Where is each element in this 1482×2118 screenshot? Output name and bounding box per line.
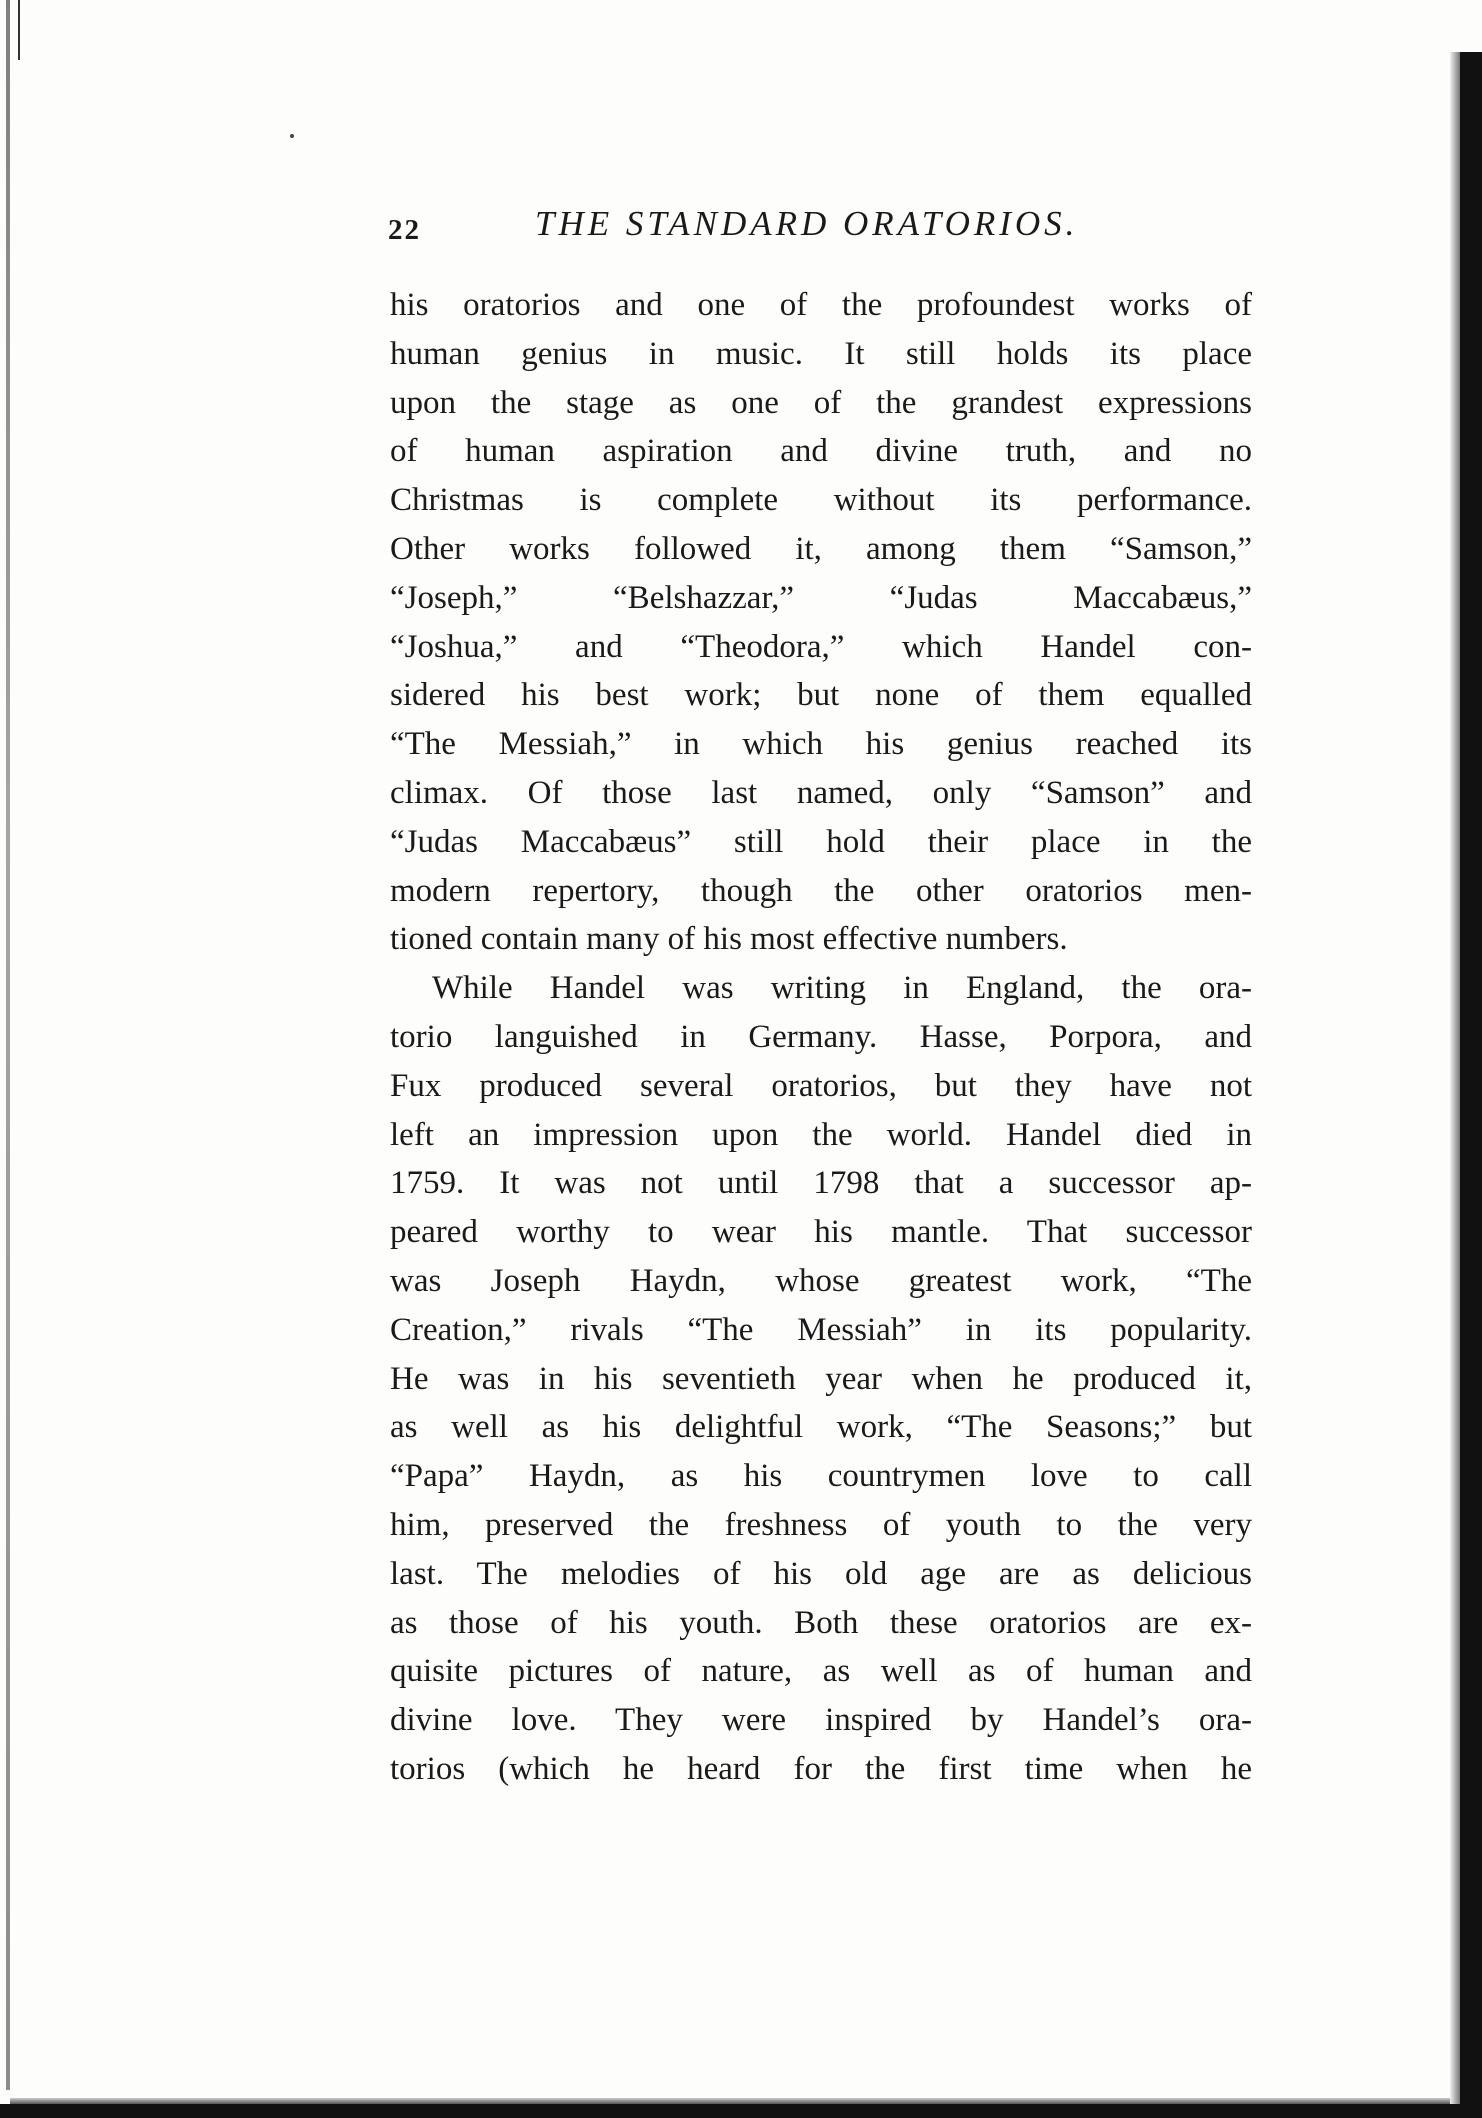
text-line: last. The melodies of his old age are as delicious [390,1555,1252,1592]
text-line: of human aspiration and divine truth, and no [390,433,1252,470]
page-number: 22 [388,214,421,246]
text-line: Other works followed it, among them “Samson,” [390,530,1252,567]
page-edge-left [6,0,10,2090]
text-line: tioned contain many of his most effective numbers. [390,921,1068,958]
text-line: his oratorios and one of the profoundest works of [390,287,1252,323]
page-edge-right [1460,52,1482,2118]
text-line: Fux produced several oratorios, but they have not [390,1067,1252,1104]
text-line: Christmas is complete without its performance. [390,482,1252,519]
text-line: upon the stage as one of the grandest expressions [390,384,1252,421]
text-line: as those of his youth. Both these oratorios are ex- [390,1604,1252,1641]
text-line: Creation,” rivals “The Messiah” in its popularity. [390,1311,1252,1348]
text-line: torio languished in Germany. Hasse, Porpora, and [390,1018,1252,1055]
text-line: sidered his best work; but none of them equalled [390,677,1252,714]
page-edge-bottom [0,2104,1482,2118]
text-line: as well as his delightful work, “The Seasons;” but [390,1409,1252,1446]
text-line: “Papa” Haydn, as his countrymen love to call [390,1458,1252,1495]
text-line: left an impression upon the world. Handel died in [390,1116,1252,1153]
paragraph-1 [390,281,1252,964]
text-line: peared worthy to wear his mantle. That successor [390,1214,1252,1251]
text-line: divine love. They were inspired by Handel’s ora- [390,1702,1252,1739]
paragraph-2 [390,964,1252,1794]
text-line: He was in his seventieth year when he produced it, [390,1360,1252,1397]
text-line: human genius in music. It still holds its place [390,335,1252,372]
text-line: “Judas Maccabæus” still hold their place in the [390,823,1252,860]
text-line: While Handel was writing in England, the ora- [432,970,1252,1007]
text-line: modern repertory, though the other oratorios men- [390,872,1252,909]
text-line: 1759. It was not until 1798 that a successor ap- [390,1165,1252,1202]
text-line: torios (which he heard for the first time when he [390,1750,1252,1787]
page-edge-right-shadow [1450,52,1460,2118]
text-line: climax. Of those last named, only “Samson” and [390,774,1252,811]
running-title: THE STANDARD ORATORIOS. [535,204,1079,243]
text-line: “The Messiah,” in which his genius reached its [390,726,1252,763]
text-line: him, preserved the freshness of youth to the very [390,1506,1252,1543]
body-text [390,281,1252,1794]
text-line: was Joseph Haydn, whose greatest work, “The [390,1262,1252,1299]
text-line: “Joshua,” and “Theodora,” which Handel con- [390,628,1252,665]
scan-speck [290,134,294,138]
text-line: “Joseph,” “Belshazzar,” “Judas Maccabæus,” [390,579,1252,616]
page-edge-mark [18,0,20,60]
text-line: quisite pictures of nature, as well as of human and [390,1653,1252,1690]
